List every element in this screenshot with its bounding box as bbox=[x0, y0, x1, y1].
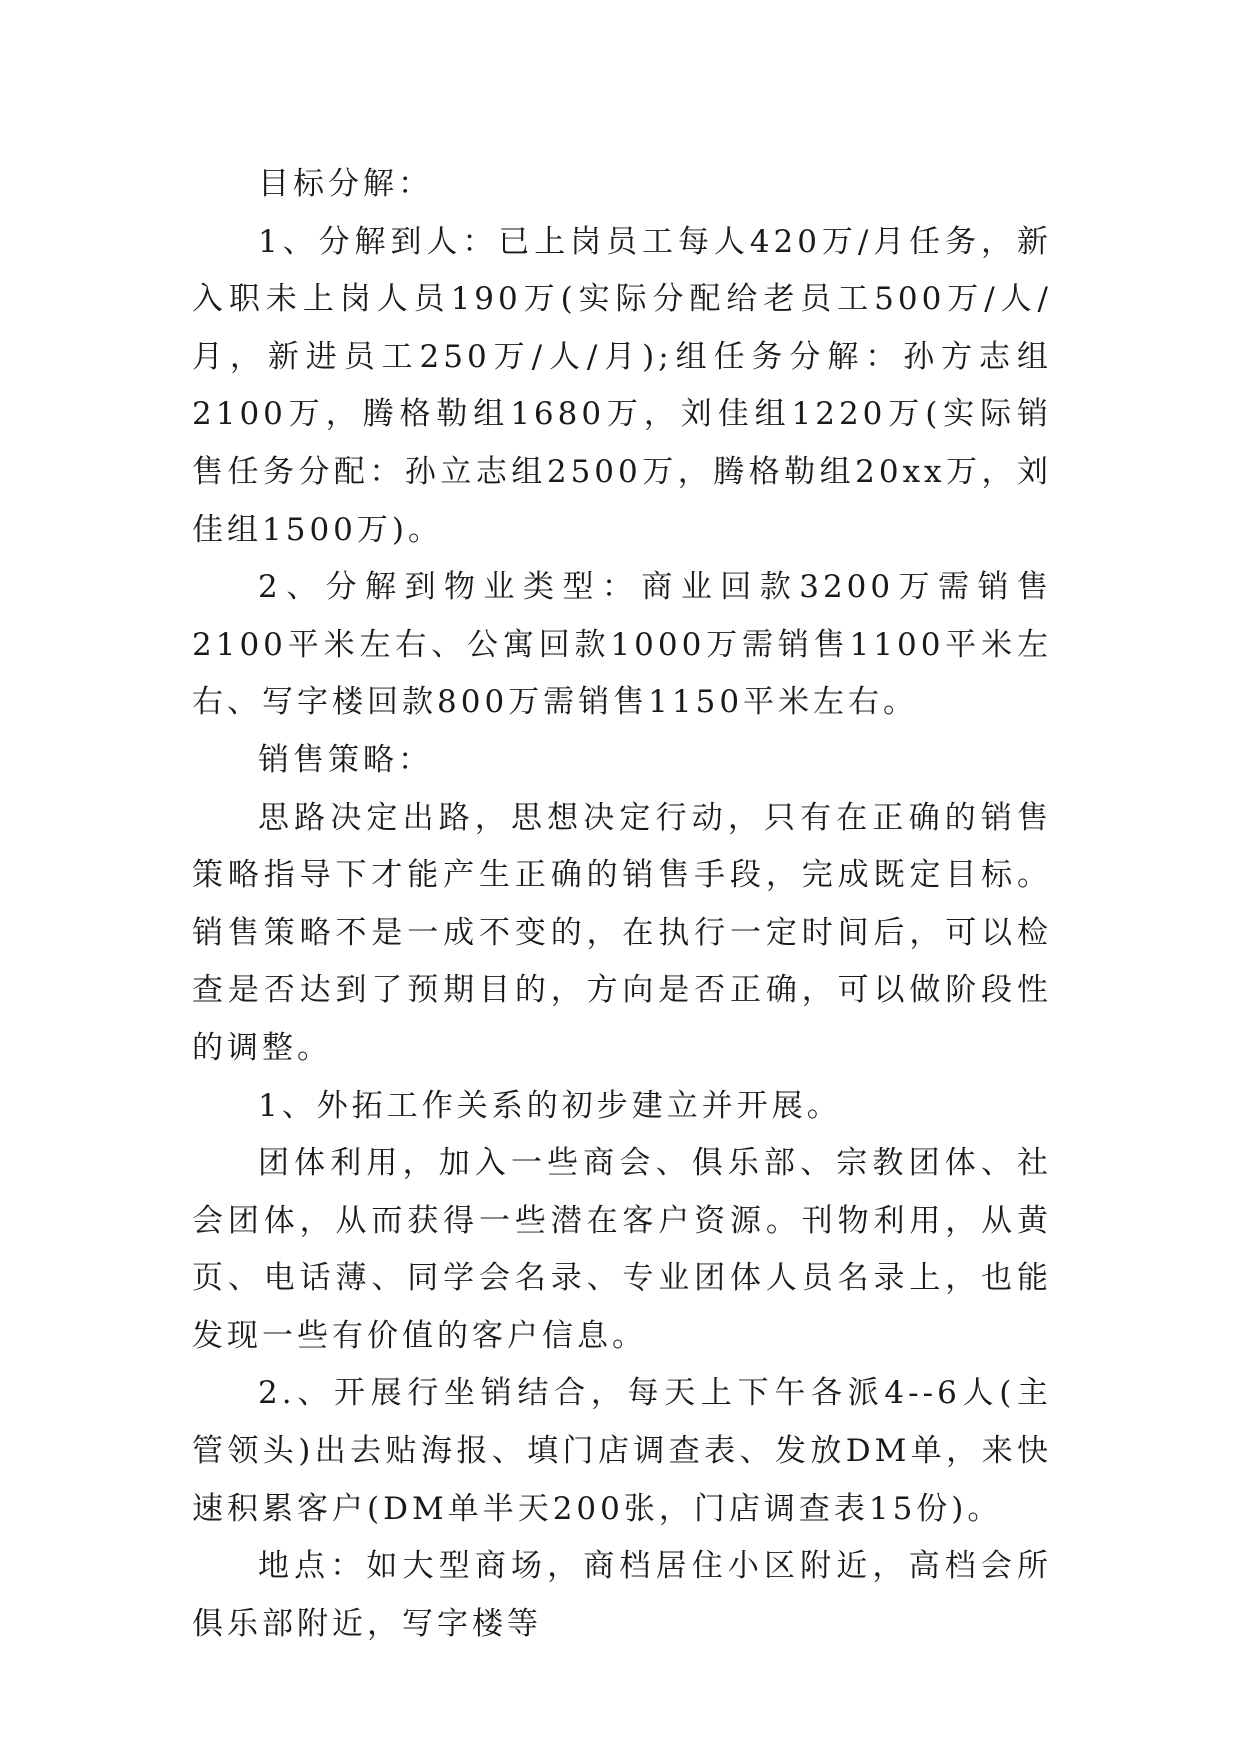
paragraph-breakdown-by-property: 2、分解到物业类型：商业回款3200万需销售2100平米左右、公寓回款1000万需销售1100平米左右、写字楼回款800万需销售1150平米左右。 bbox=[192, 569, 1052, 721]
paragraph-strategy-intro: 思路决定出路，思想决定行动，只有在正确的销售策略指导下才能产生正确的销售手段，完成既定目标。销售策略不是一成不变的，在执行一定时间后，可以检查是否达到了预期目的，方向是否正确，可以做阶段性的调整。 bbox=[192, 799, 1052, 1066]
heading-target-breakdown: 目标分解： bbox=[258, 166, 433, 202]
heading-sales-strategy: 销售策略： bbox=[258, 741, 433, 778]
paragraph-group-utilization: 团体利用，加入一些商会、俱乐部、宗教团体、社会团体，从而获得一些潜在客户资源。刊物利用，从黄页、电话薄、同学会名录、专业团体人员名录上，也能发现一些有价值的客户信息。 bbox=[192, 1145, 1052, 1354]
document-body bbox=[192, 156, 1052, 1653]
paragraph-outreach-relations: 1、外拓工作关系的初步建立并开展。 bbox=[258, 1087, 842, 1124]
paragraph-field-sales: 2.、开展行坐销结合，每天上下午各派4--6人(主管领头)出去贴海报、填门店调查表、发放DM单，来快速积累客户(DM单半天200张，门店调查表15份)。 bbox=[192, 1375, 1052, 1527]
paragraph-locations: 地点：如大型商场，商档居住小区附近，高档会所俱乐部附近，写字楼等 bbox=[192, 1548, 1052, 1642]
paragraph-breakdown-by-person: 1、分解到人：已上岗员工每人420万/月任务，新入职未上岗人员190万(实际分配给老员工500万/人/月，新进员工250万/人/月);组任务分解：孙方志组2100万，腾格勒组1680万，刘佳组1220万(实际销售任务分配：孙立志组2500万，腾格勒组20xx万，刘佳组1500万)。 bbox=[192, 223, 1052, 548]
